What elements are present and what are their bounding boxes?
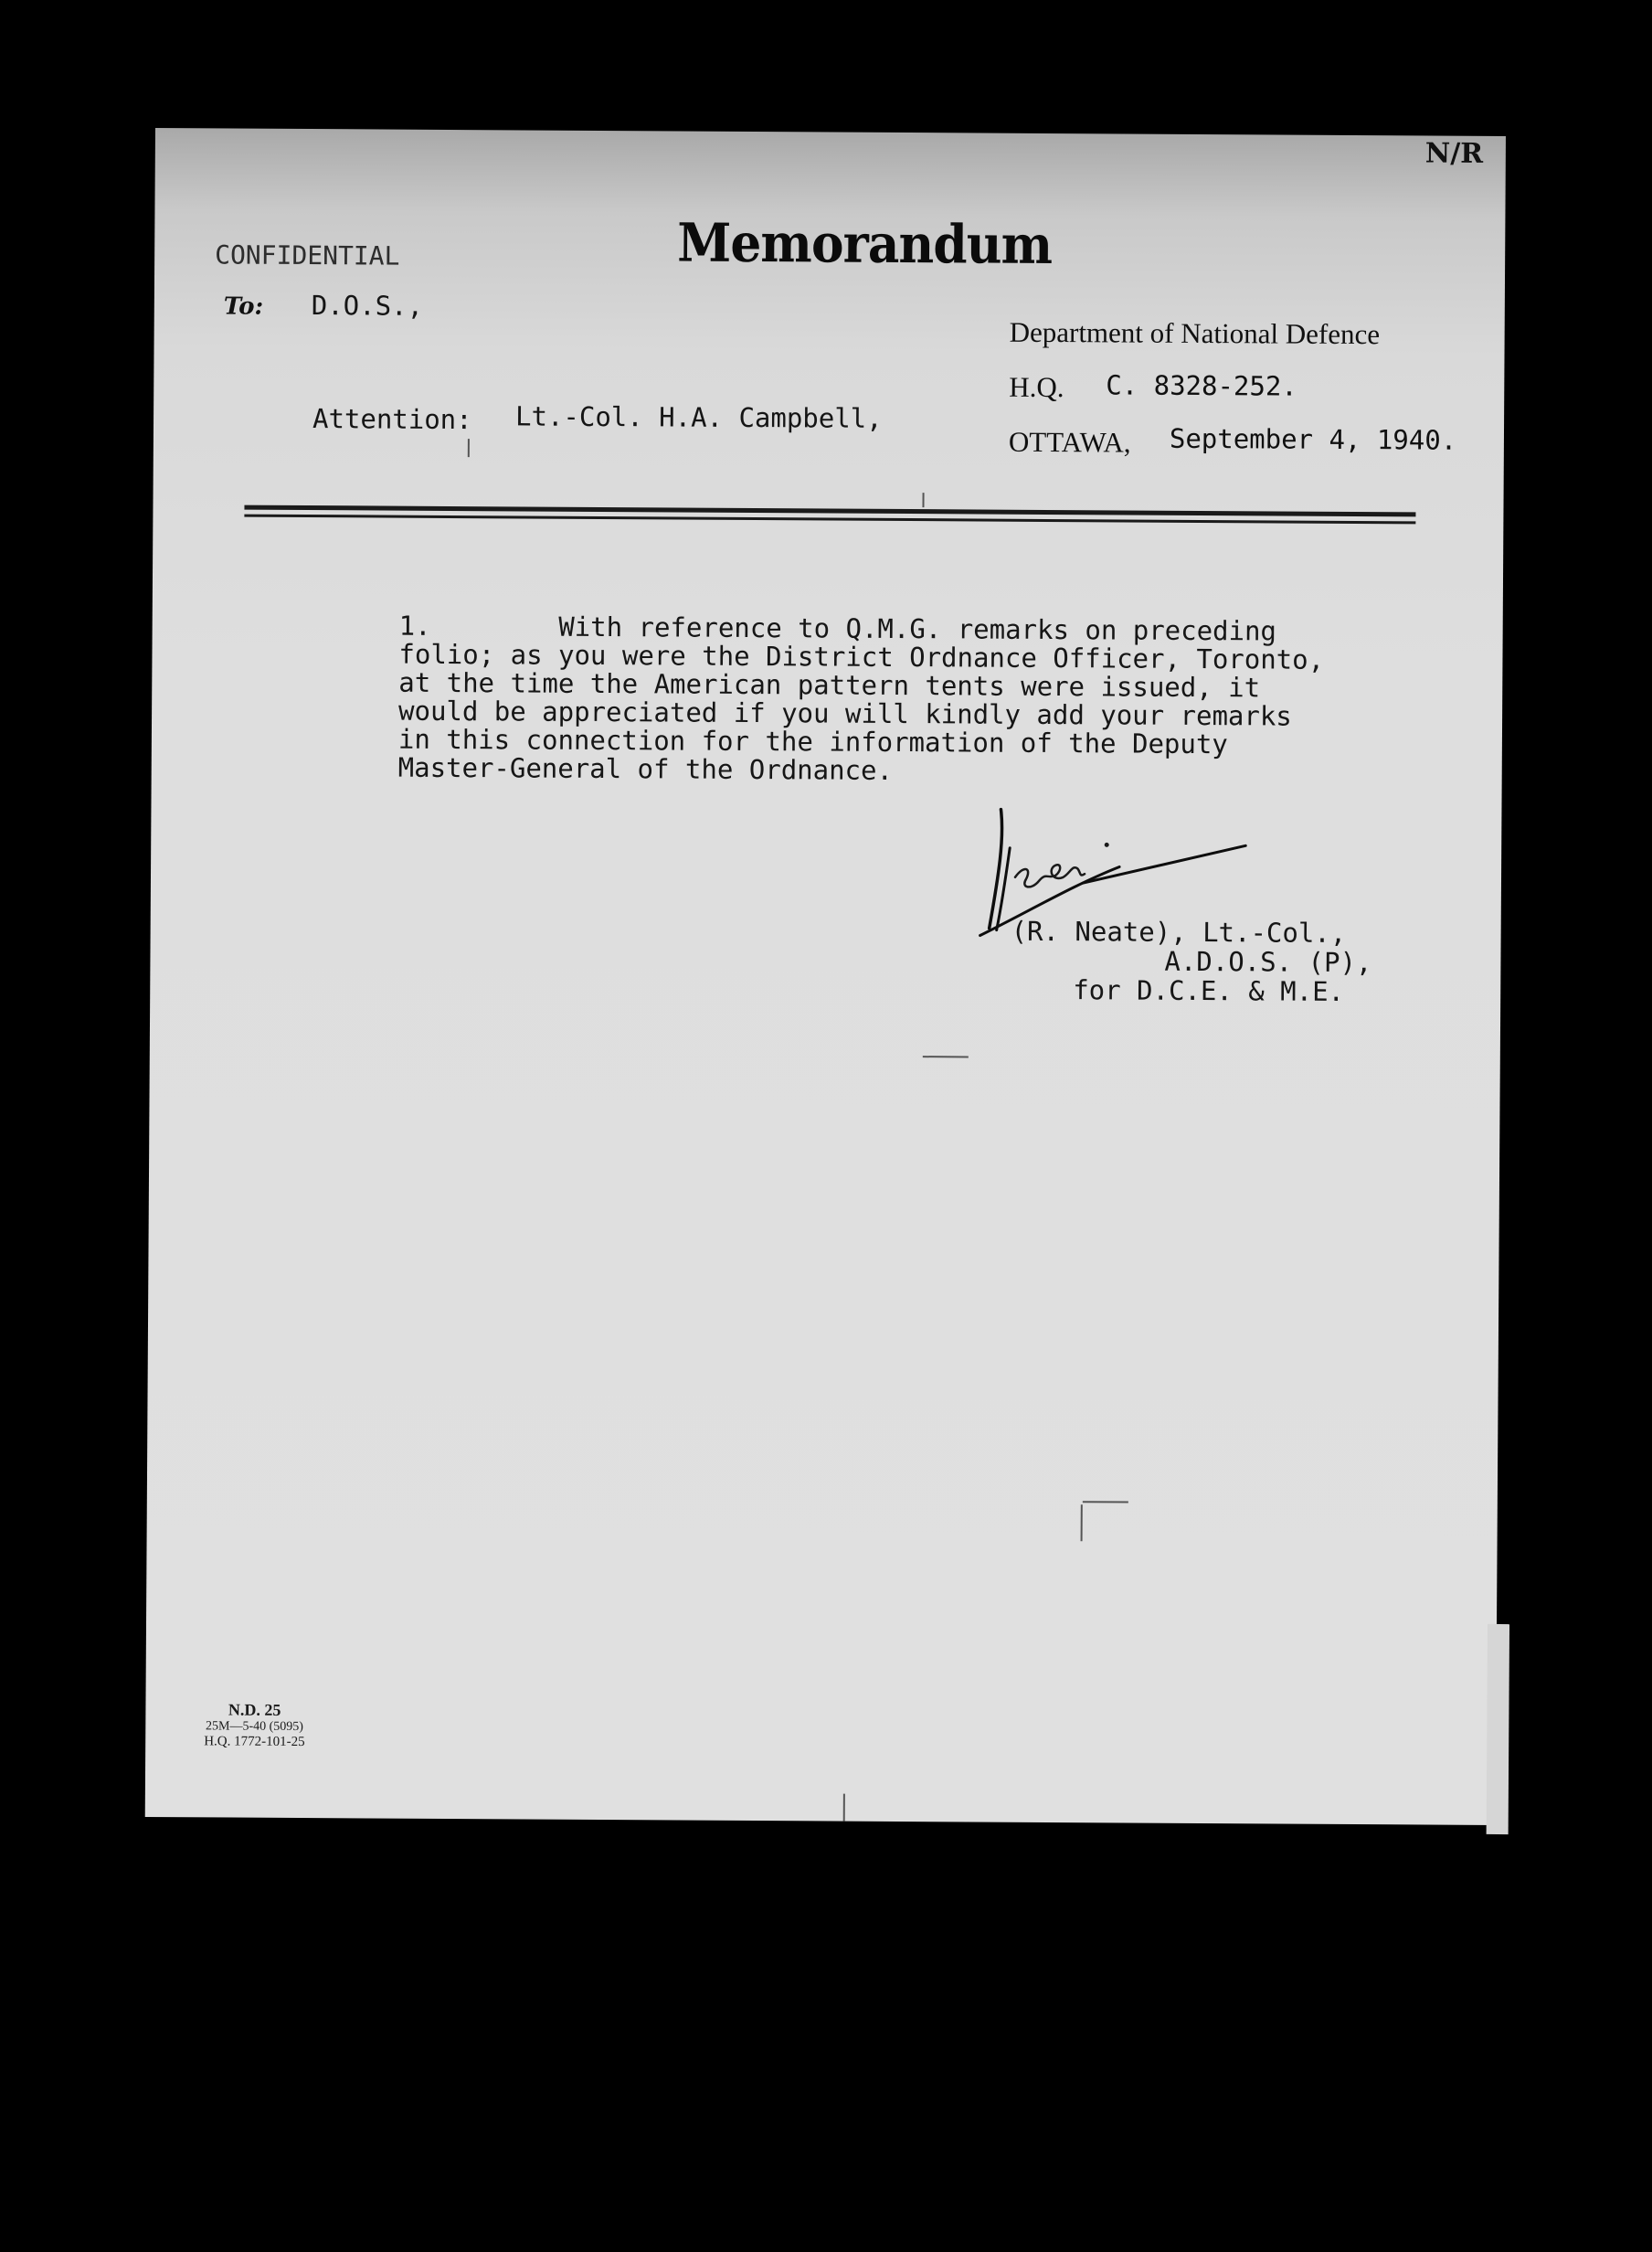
form-identifier bbox=[204, 1700, 305, 1750]
form-hq-reference: H.Q. 1772-101-25 bbox=[204, 1734, 305, 1750]
stray-mark bbox=[468, 439, 470, 457]
filing-mark: N/R bbox=[1424, 137, 1484, 170]
page-edge bbox=[1487, 1624, 1509, 1834]
department-name: Department of National Defence bbox=[1009, 315, 1381, 351]
classification-stamp: CONFIDENTIAL bbox=[215, 239, 400, 271]
memorandum-title: Memorandum bbox=[677, 211, 1053, 276]
stray-mark bbox=[843, 1794, 845, 1822]
signatory-name: (R. Neate), Lt.-Col., bbox=[1011, 915, 1347, 949]
stray-mark bbox=[1081, 1504, 1083, 1541]
signatory-title: A.D.O.S. (P), bbox=[1164, 945, 1372, 979]
paragraph-line: 1. With reference to Q.M.G. remarks on preceding bbox=[398, 610, 1277, 647]
form-number: N.D. 25 bbox=[228, 1700, 281, 1719]
paragraph-line: at the time the American pattern tents were issued, it bbox=[398, 666, 1261, 704]
paragraph-line: Master-General of the Ordnance. bbox=[397, 751, 894, 786]
stray-mark bbox=[1083, 1501, 1128, 1503]
signatory-unit: for D.C.E. & M.E. bbox=[1073, 974, 1345, 1007]
date: September 4, 1940. bbox=[1169, 422, 1457, 456]
hq-label: H.Q. bbox=[1009, 370, 1064, 404]
attention-label: Attention: bbox=[312, 403, 472, 436]
stray-mark bbox=[922, 493, 924, 507]
paragraph-line: would be appreciated if you will kindly add your remarks bbox=[398, 695, 1292, 732]
to-label: To: bbox=[223, 292, 264, 321]
body-paragraph bbox=[398, 612, 1414, 789]
paragraph-number: 1. bbox=[398, 610, 431, 642]
memorandum-page bbox=[145, 128, 1506, 1825]
hq-file-number: C. 8328-252. bbox=[1106, 369, 1297, 402]
stray-mark bbox=[923, 1056, 969, 1057]
to-value: D.O.S., bbox=[311, 290, 424, 322]
print-run: 25M—5-40 (5095) bbox=[206, 1719, 304, 1735]
attention-value: Lt.-Col. H.A. Campbell, bbox=[514, 400, 883, 434]
paragraph-line: folio; as you were the District Ordnance Officer, Toronto, bbox=[398, 638, 1325, 675]
paragraph-line: in this connection for the information of the Deputy bbox=[397, 723, 1228, 760]
place: OTTAWA, bbox=[1008, 425, 1131, 459]
